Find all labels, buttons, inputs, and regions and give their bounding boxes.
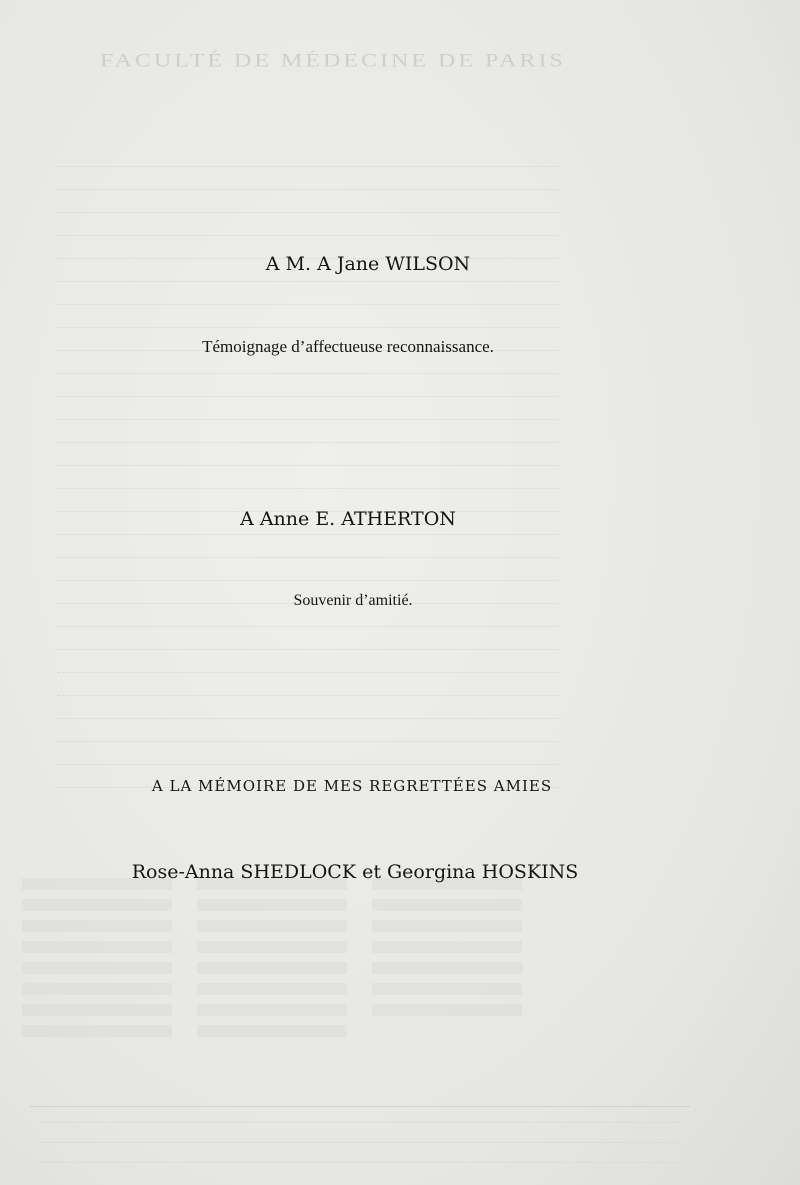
dedication-anne-atherton: A Anne E. ATHERTON — [240, 508, 456, 530]
dedication-wilson-thanks: Témoignage d’affectueuse reconnaissance. — [202, 337, 494, 356]
dedication-shedlock-hoskins: Rose-Anna SHEDLOCK et Georgina HOSKINS — [131, 861, 579, 883]
faded-faculty-heading: FACULTÉ DE MÉDECINE DE PARIS — [100, 50, 566, 72]
dedication-friendship: Souvenir d’amitié. — [293, 592, 413, 609]
dedication-memory-heading: A LA MÉMOIRE DE MES REGRETTÉES AMIES — [151, 777, 553, 795]
dedication-jane-wilson: A M. A Jane WILSON — [265, 253, 471, 275]
